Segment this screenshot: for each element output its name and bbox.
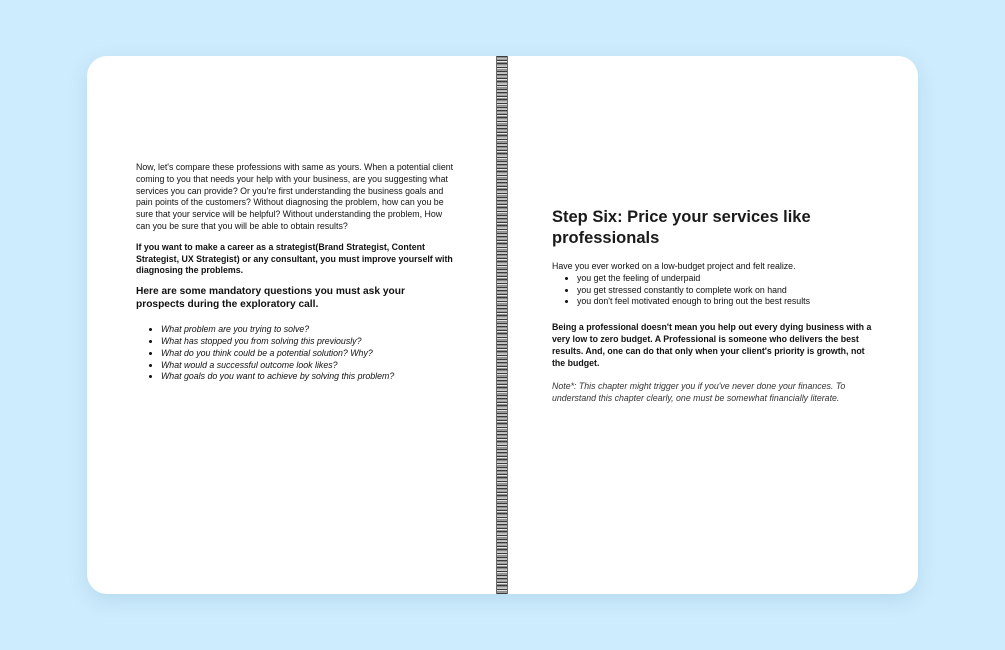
list-item: • What has stopped you from solving this previously? [161,336,456,348]
right-intro-paragraph: Have you ever worked on a low-budget project and felt realize. [552,261,796,271]
right-page [552,207,874,414]
chapter-note: Note*: This chapter might trigger you if you've never done your finances. To understand this chapter clearly, one must be somewhat financially literate. [552,381,846,404]
professional-statement: Being a professional doesn't mean you help out every dying business with a very low to zero budget. A Professional is someone who delivers the best results. And, one can do that only when your client's priority is growth, not the budget. [552,322,872,368]
list-item: • What problem are you trying to solve? [161,324,456,336]
questions-heading: Here are some mandatory questions you must ask your prospects during the exploratory call. [136,286,405,310]
feelings-list [552,273,874,308]
spiral-binding [496,56,508,594]
list-item: • What goals do you want to achieve by solving this problem? [161,371,456,383]
list-item: • What would a successful outcome look likes? [161,360,456,372]
chapter-title: Step Six: Price your services like professionals [552,208,811,247]
strategist-statement: If you want to make a career as a strategist(Brand Strategist, Content Strategist, UX Strategist) or any consultant, you must improve yourself with diagnosing the problems. [136,241,453,276]
list-item: • you get stressed constantly to complete work on hand [577,285,874,297]
list-item: • What do you think could be a potential solution? Why? [161,348,456,360]
list-item: • you get the feeling of underpaid [577,273,874,285]
left-intro-paragraph: Now, let's compare these professions with same as yours. When a potential client coming to you that needs your help with your business, are you suggesting what services you can provide? Or you're first understanding the business goals and pain points of the customers? Without diagnosing the problem, how can you be sure that your service will be helpful? Without understanding the problem, How can you be sure that you will be able to obtain results? [136,162,454,231]
list-item: • you don't feel motivated enough to bring out the best results [577,296,874,308]
open-notebook [87,56,918,594]
questions-list [136,324,456,383]
left-page [136,162,456,396]
